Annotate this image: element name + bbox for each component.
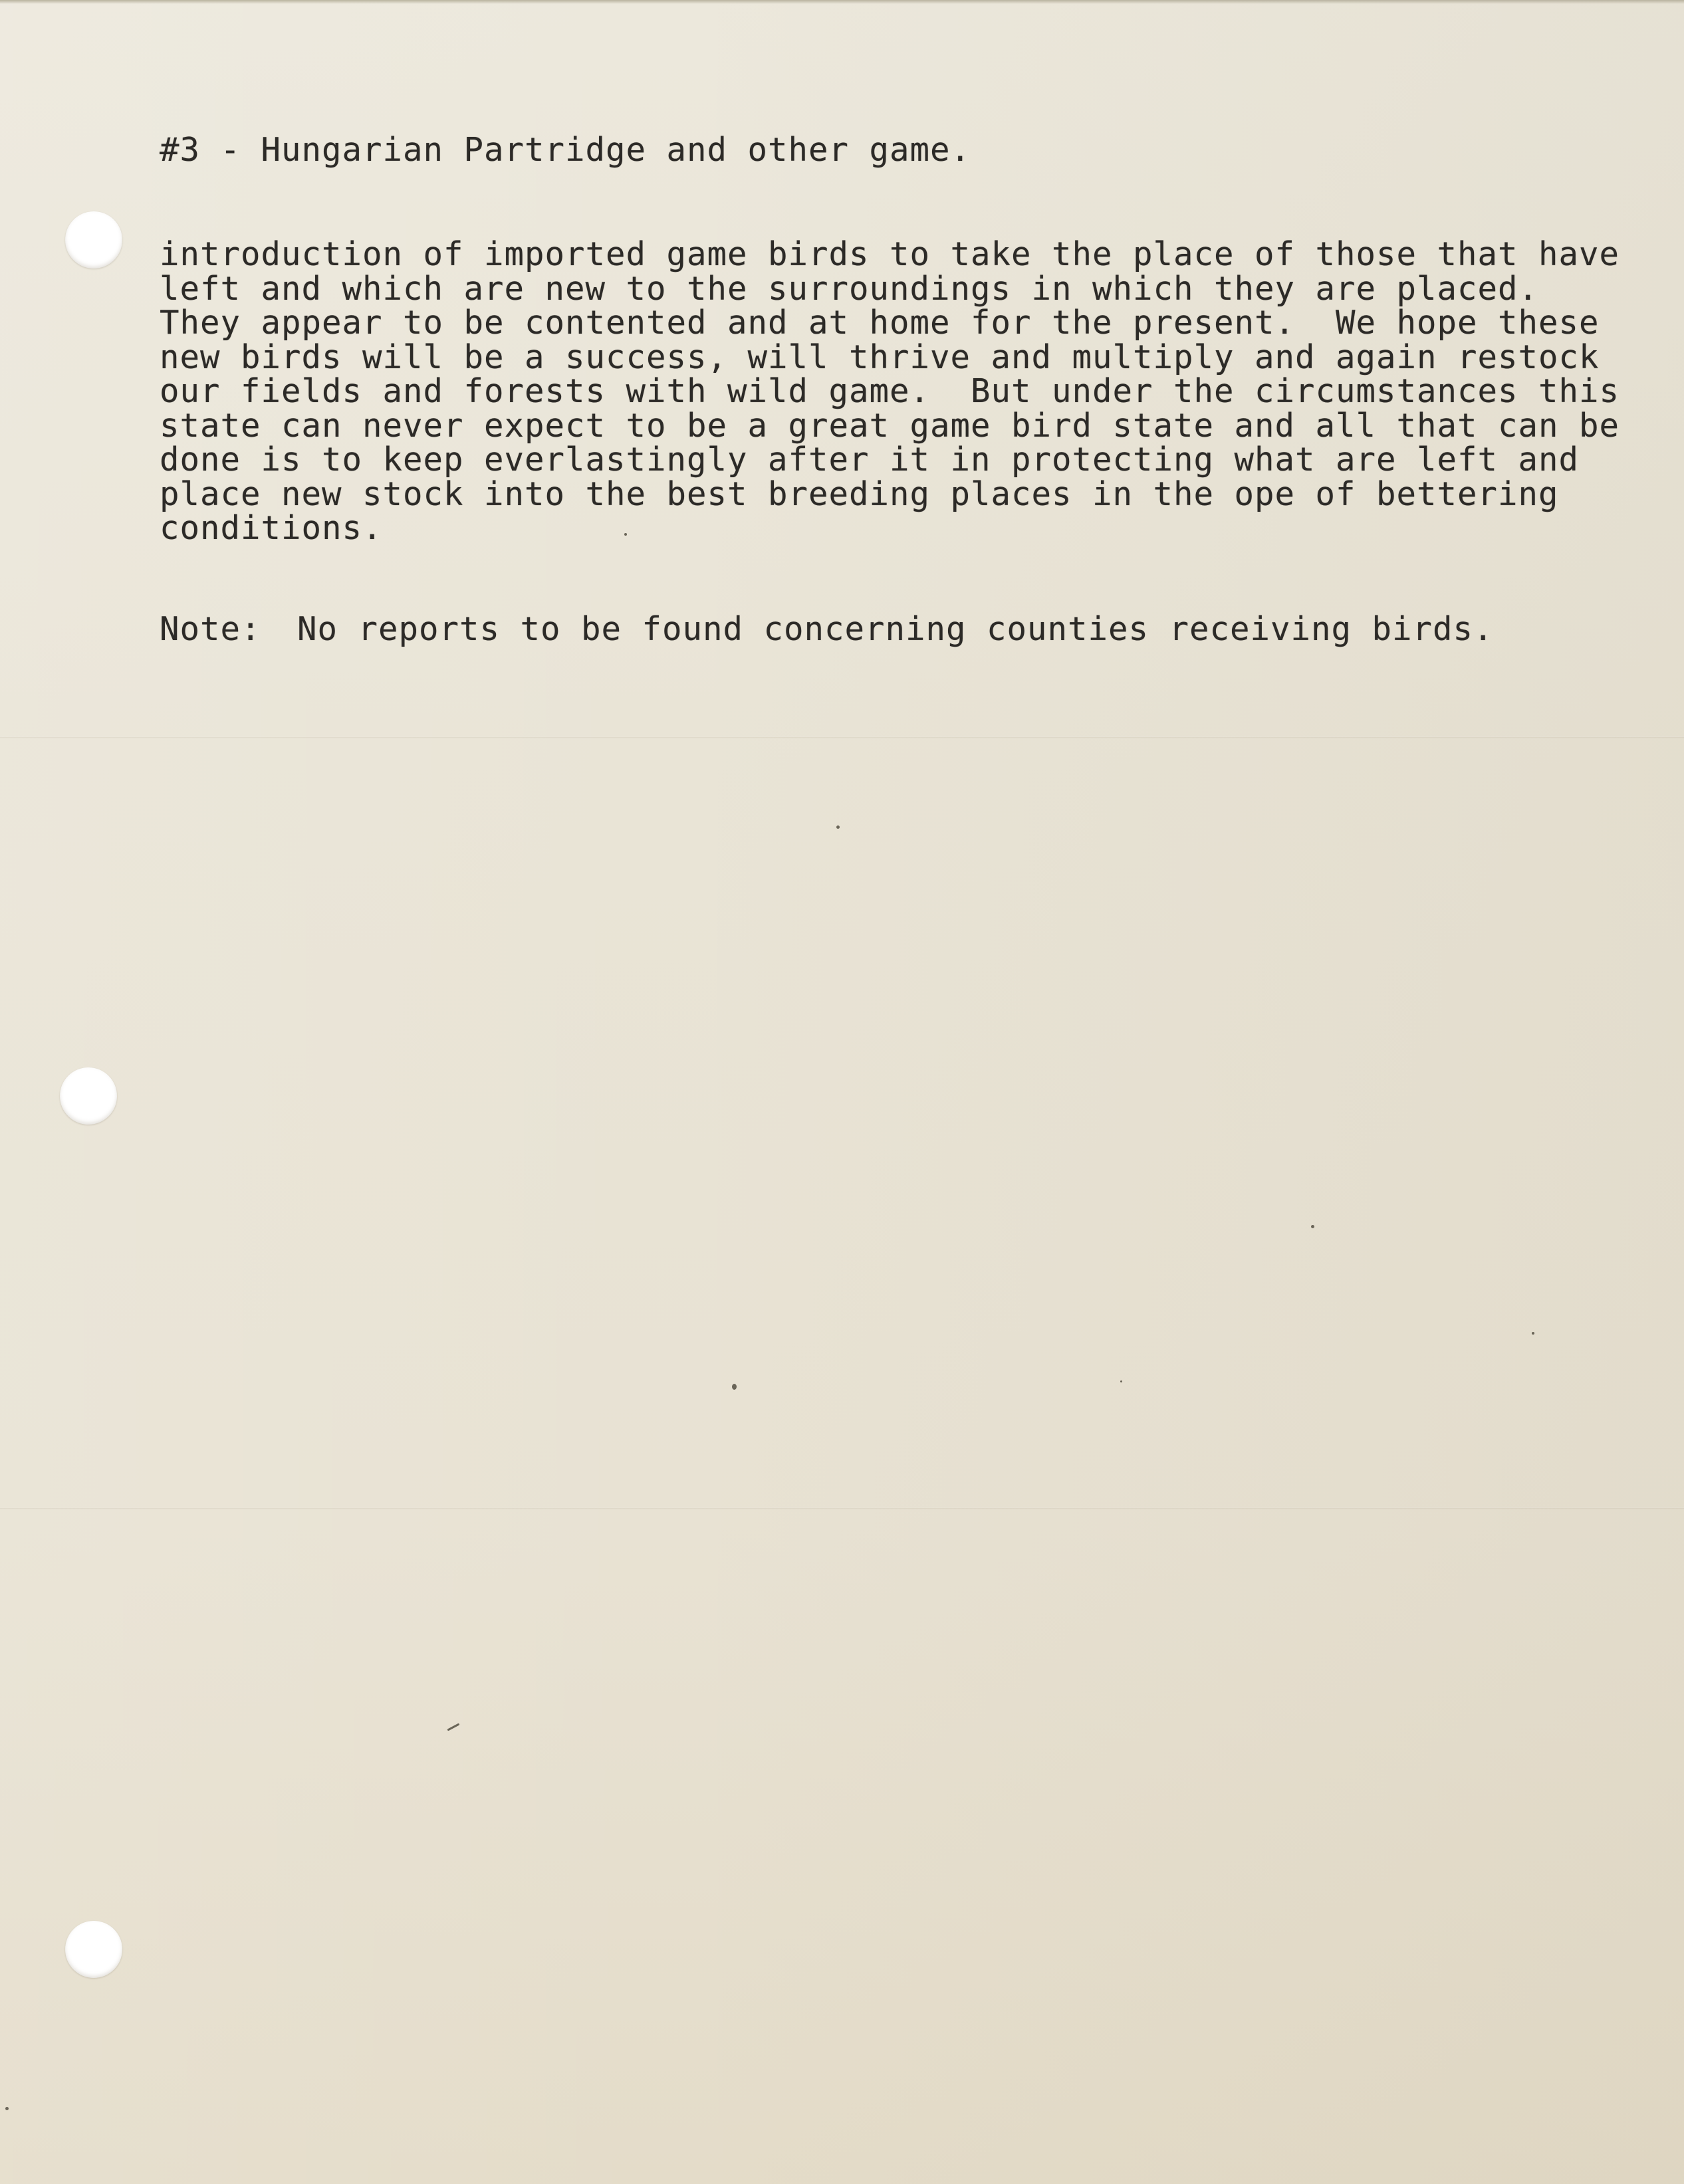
document-heading: #3 - Hungarian Partridge and other game.	[160, 131, 971, 169]
body-line: our fields and forests with wild game. But under the circumstances this	[160, 372, 1620, 410]
paper-speck	[447, 1723, 459, 1731]
page-top-edge	[0, 0, 1684, 4]
body-line: done is to keep everlastingly after it in protecting what are left and	[160, 441, 1580, 479]
paper-speck	[732, 1384, 737, 1390]
body-line: introduction of imported game birds to take the place of those that have	[160, 235, 1620, 273]
paper-speck	[1532, 1332, 1534, 1335]
body-line: conditions.	[160, 509, 383, 547]
punch-hole	[65, 211, 122, 269]
note-line	[160, 612, 1494, 647]
paper-speck	[1120, 1380, 1122, 1382]
body-line: place new stock into the best breeding places in the ope of bettering	[160, 475, 1559, 513]
body-line: left and which are new to the surroundings in which they are placed.	[160, 269, 1539, 308]
body-line: new birds will be a success, will thrive and multiply and again restock	[160, 338, 1600, 376]
punch-hole	[65, 1921, 122, 1978]
fold-crease	[0, 1507, 1684, 1509]
body-paragraph	[160, 237, 1620, 546]
fold-crease	[0, 736, 1684, 738]
paper-speck	[1311, 1225, 1314, 1228]
paper-speck	[836, 825, 840, 829]
punch-hole	[60, 1067, 117, 1125]
note-label: Note:	[160, 610, 261, 648]
paper-speck	[5, 2107, 9, 2110]
note-text: No reports to be found concerning counties receiving birds.	[297, 610, 1494, 648]
body-line: They appear to be contented and at home for the present. We hope these	[160, 304, 1600, 342]
body-line: state can never expect to be a great game bird state and all that can be	[160, 406, 1620, 445]
